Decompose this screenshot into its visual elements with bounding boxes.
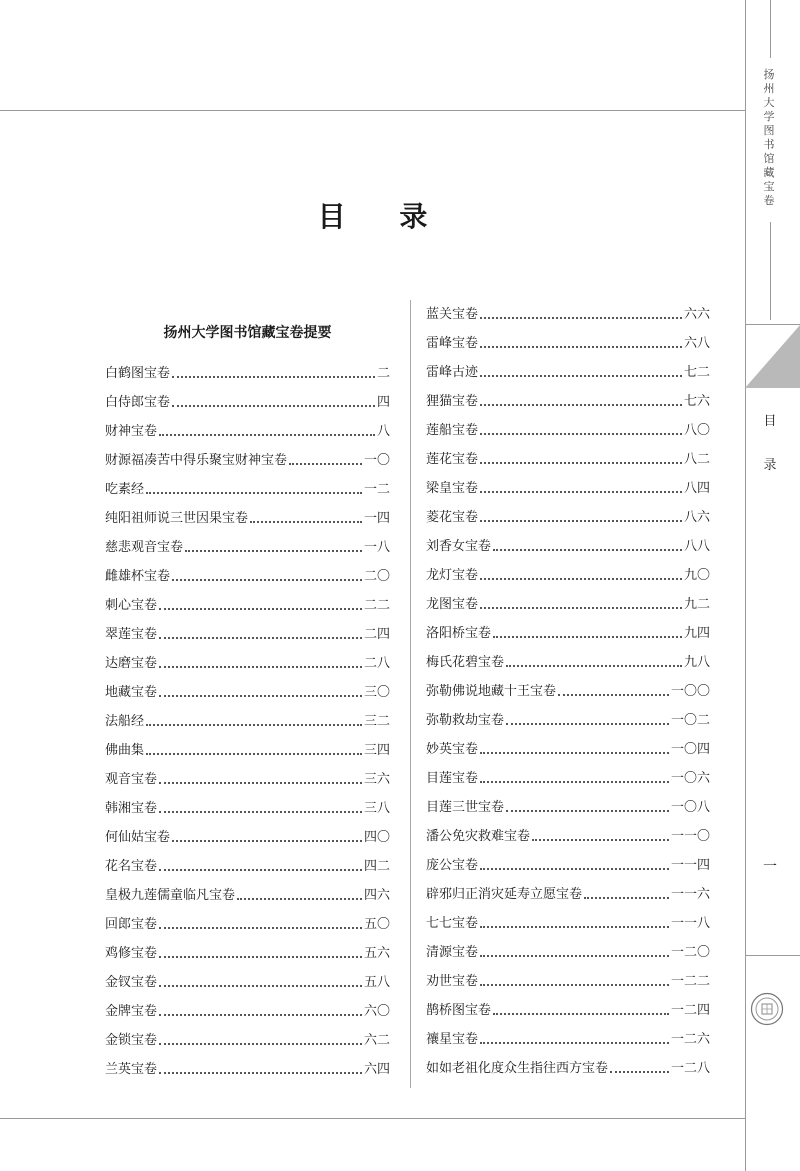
toc-left-column xyxy=(105,359,390,1084)
toc-entry-title: 雌雄杯宝卷 xyxy=(105,569,171,584)
toc-entry-page: 八六 xyxy=(683,510,710,525)
toc-entry-title: 观音宝卷 xyxy=(105,772,158,787)
dot-leader xyxy=(506,723,669,725)
toc-entry-title: 潘公免灾救难宝卷 xyxy=(426,829,531,844)
dot-leader xyxy=(493,1013,669,1015)
toc-entry-page: 九四 xyxy=(683,626,710,641)
toc-entry-page: 三〇 xyxy=(363,685,390,700)
dot-leader xyxy=(480,607,682,609)
dot-leader xyxy=(480,317,682,319)
dot-leader xyxy=(493,549,682,551)
toc-entry-page: 一八 xyxy=(363,540,390,555)
dot-leader xyxy=(480,346,682,348)
dot-leader xyxy=(480,926,669,928)
dot-leader xyxy=(480,433,682,435)
toc-entry[interactable] xyxy=(426,648,710,677)
toc-entry-title: 龙灯宝卷 xyxy=(426,568,479,583)
toc-entry-page: 四二 xyxy=(363,859,390,874)
toc-entry-title: 佛曲集 xyxy=(105,743,145,758)
dot-leader xyxy=(237,898,362,900)
toc-entry[interactable] xyxy=(426,1054,710,1083)
dot-leader xyxy=(159,811,362,813)
toc-entry-title: 菱花宝卷 xyxy=(426,510,479,525)
toc-entry-title: 洛阳桥宝卷 xyxy=(426,626,492,641)
dot-leader xyxy=(506,665,682,667)
dot-leader xyxy=(480,375,682,377)
toc-entry[interactable] xyxy=(426,822,710,851)
toc-entry-title: 何仙姑宝卷 xyxy=(105,830,171,845)
toc-entry[interactable] xyxy=(426,793,710,822)
dot-leader xyxy=(146,753,362,755)
toc-entry-page: 六八 xyxy=(683,336,710,351)
toc-entry-page: 五八 xyxy=(363,975,390,990)
toc-entry[interactable] xyxy=(105,504,390,533)
toc-entry-page: 二 xyxy=(376,366,390,381)
dot-leader xyxy=(532,839,669,841)
toc-entry[interactable] xyxy=(105,359,390,388)
toc-entry[interactable] xyxy=(105,533,390,562)
toc-entry[interactable] xyxy=(105,707,390,736)
dot-leader xyxy=(480,491,682,493)
toc-entry-page: 一二四 xyxy=(670,1003,710,1018)
toc-entry-title: 梅氏花碧宝卷 xyxy=(426,655,505,670)
toc-entry-title: 梁皇宝卷 xyxy=(426,481,479,496)
toc-entry-title: 雷峰古迹 xyxy=(426,365,479,380)
dot-leader xyxy=(610,1071,669,1073)
dot-leader xyxy=(480,462,682,464)
toc-entry-title: 龙图宝卷 xyxy=(426,597,479,612)
toc-entry-title: 吃素经 xyxy=(105,482,145,497)
toc-entry-page: 八〇 xyxy=(683,423,710,438)
toc-entry-page: 二〇 xyxy=(363,569,390,584)
toc-entry-title: 皇极九莲儒童临凡宝卷 xyxy=(105,888,236,903)
toc-entry-page: 一〇二 xyxy=(670,713,710,728)
toc-entry-page: 四六 xyxy=(363,888,390,903)
toc-entry[interactable] xyxy=(105,794,390,823)
toc-entry-page: 一二八 xyxy=(670,1061,710,1076)
toc-entry[interactable] xyxy=(105,910,390,939)
toc-entry-title: 达磨宝卷 xyxy=(105,656,158,671)
toc-entry-page: 五六 xyxy=(363,946,390,961)
toc-entry-title: 花名宝卷 xyxy=(105,859,158,874)
dot-leader xyxy=(159,985,362,987)
toc-entry[interactable] xyxy=(426,851,710,880)
toc-entry[interactable] xyxy=(426,996,710,1025)
toc-entry[interactable] xyxy=(105,475,390,504)
toc-entry-title: 刺心宝卷 xyxy=(105,598,158,613)
toc-entry-title: 兰英宝卷 xyxy=(105,1062,158,1077)
dot-leader xyxy=(159,869,362,871)
toc-entry[interactable] xyxy=(426,677,710,706)
toc-entry-title: 白侍郎宝卷 xyxy=(105,395,171,410)
toc-entry[interactable] xyxy=(105,417,390,446)
side-rule-middle xyxy=(770,222,771,320)
dot-leader xyxy=(159,695,362,697)
toc-entry[interactable] xyxy=(426,735,710,764)
dot-leader xyxy=(159,782,362,784)
dot-leader xyxy=(480,578,682,580)
toc-entry-title: 辟邪归正消灾延寿立愿宝卷 xyxy=(426,887,583,902)
toc-entry-title: 鹊桥图宝卷 xyxy=(426,1003,492,1018)
toc-entry-page: 一〇八 xyxy=(670,800,710,815)
toc-entry[interactable] xyxy=(426,764,710,793)
toc-entry[interactable] xyxy=(426,358,710,387)
dot-leader xyxy=(159,666,362,668)
toc-entry-title: 弥勒救劫宝卷 xyxy=(426,713,505,728)
top-rule xyxy=(0,110,745,111)
dot-leader xyxy=(146,724,362,726)
toc-entry[interactable] xyxy=(426,416,710,445)
toc-entry[interactable] xyxy=(105,678,390,707)
column-divider xyxy=(410,300,411,1088)
page-number: 一 xyxy=(763,859,777,875)
toc-entry-page: 八二 xyxy=(683,452,710,467)
toc-entry[interactable] xyxy=(426,329,710,358)
dot-leader xyxy=(159,1043,362,1045)
side-rule-tab-top xyxy=(745,324,800,325)
toc-entry-title: 莲船宝卷 xyxy=(426,423,479,438)
toc-entry-title: 财神宝卷 xyxy=(105,424,158,439)
dot-leader xyxy=(506,810,669,812)
toc-entry-title: 财源福凑苦中得乐聚宝财神宝卷 xyxy=(105,453,288,468)
toc-entry[interactable] xyxy=(426,532,710,561)
toc-entry[interactable] xyxy=(426,880,710,909)
dot-leader xyxy=(480,781,669,783)
dot-leader xyxy=(159,1072,362,1074)
dot-leader xyxy=(172,405,375,407)
dot-leader xyxy=(159,637,362,639)
dot-leader xyxy=(480,955,669,957)
toc-entry-title: 金锁宝卷 xyxy=(105,1033,158,1048)
toc-entry-title: 韩湘宝卷 xyxy=(105,801,158,816)
toc-entry-page: 一二六 xyxy=(670,1032,710,1047)
toc-entry-title: 妙英宝卷 xyxy=(426,742,479,757)
toc-entry[interactable] xyxy=(105,591,390,620)
dot-leader xyxy=(584,897,669,899)
toc-entry[interactable] xyxy=(105,562,390,591)
toc-entry-title: 回郎宝卷 xyxy=(105,917,158,932)
toc-entry[interactable] xyxy=(105,1055,390,1084)
dot-leader xyxy=(480,868,669,870)
toc-entry-page: 四 xyxy=(376,395,390,410)
toc-entry[interactable] xyxy=(426,590,710,619)
toc-entry[interactable] xyxy=(105,736,390,765)
dot-leader xyxy=(289,463,362,465)
dot-leader xyxy=(146,492,362,494)
toc-entry-page: 二四 xyxy=(363,627,390,642)
dot-leader xyxy=(480,404,682,406)
toc-entry-page: 三八 xyxy=(363,801,390,816)
toc-entry[interactable] xyxy=(105,881,390,910)
dot-leader xyxy=(172,376,375,378)
toc-entry-title: 目莲三世宝卷 xyxy=(426,800,505,815)
circular-seal-icon xyxy=(750,992,784,1026)
side-rule-top xyxy=(770,0,771,58)
toc-entry-page: 八四 xyxy=(683,481,710,496)
toc-entry-title: 金牌宝卷 xyxy=(105,1004,158,1019)
toc-entry[interactable] xyxy=(426,474,710,503)
side-book-title: 扬州大学图书馆藏宝卷 xyxy=(763,68,775,207)
toc-entry-page: 七二 xyxy=(683,365,710,380)
toc-entry-title: 白鹤图宝卷 xyxy=(105,366,171,381)
toc-entry-title: 法船经 xyxy=(105,714,145,729)
toc-entry[interactable] xyxy=(105,446,390,475)
dot-leader xyxy=(159,927,362,929)
toc-entry[interactable] xyxy=(105,649,390,678)
toc-entry-page: 一四 xyxy=(363,511,390,526)
toc-entry[interactable] xyxy=(105,852,390,881)
toc-entry-page: 三六 xyxy=(363,772,390,787)
toc-entry-title: 劝世宝卷 xyxy=(426,974,479,989)
section-heading: 扬州大学图书馆藏宝卷提要 xyxy=(163,325,332,341)
dot-leader xyxy=(250,521,362,523)
toc-entry-title: 蓝关宝卷 xyxy=(426,307,479,322)
dot-leader xyxy=(493,636,682,638)
page-title: 目 录 xyxy=(317,200,450,233)
toc-entry-title: 金钗宝卷 xyxy=(105,975,158,990)
toc-entry[interactable] xyxy=(426,967,710,996)
toc-entry-page: 七六 xyxy=(683,394,710,409)
toc-entry-title: 清源宝卷 xyxy=(426,945,479,960)
toc-entry-page: 二二 xyxy=(363,598,390,613)
dot-leader xyxy=(159,434,375,436)
toc-entry[interactable] xyxy=(105,1026,390,1055)
toc-entry-page: 六二 xyxy=(363,1033,390,1048)
toc-entry-title: 莲花宝卷 xyxy=(426,452,479,467)
toc-entry-page: 一〇〇 xyxy=(670,684,710,699)
section-tab xyxy=(745,325,800,388)
toc-entry[interactable] xyxy=(105,620,390,649)
toc-entry[interactable] xyxy=(426,503,710,532)
toc-entry-page: 二八 xyxy=(363,656,390,671)
dot-leader xyxy=(172,840,362,842)
toc-entry-title: 鸡修宝卷 xyxy=(105,946,158,961)
toc-entry-page: 一二二 xyxy=(670,974,710,989)
toc-entry-title: 七七宝卷 xyxy=(426,916,479,931)
toc-entry-title: 庞公宝卷 xyxy=(426,858,479,873)
toc-entry-page: 三四 xyxy=(363,743,390,758)
toc-entry[interactable] xyxy=(426,561,710,590)
toc-entry[interactable] xyxy=(426,445,710,474)
toc-entry-page: 九八 xyxy=(683,655,710,670)
toc-entry[interactable] xyxy=(105,968,390,997)
dot-leader xyxy=(480,752,669,754)
margin-rule xyxy=(745,0,746,1171)
toc-entry-page: 一〇六 xyxy=(670,771,710,786)
toc-entry-page: 八八 xyxy=(683,539,710,554)
side-rule-lower xyxy=(745,955,800,956)
toc-entry-title: 狸猫宝卷 xyxy=(426,394,479,409)
toc-entry-title: 如如老祖化度众生指往西方宝卷 xyxy=(426,1061,609,1076)
toc-entry-page: 八 xyxy=(376,424,390,439)
toc-entry-page: 一一四 xyxy=(670,858,710,873)
toc-entry-title: 纯阳祖师说三世因果宝卷 xyxy=(105,511,249,526)
toc-entry-title: 目莲宝卷 xyxy=(426,771,479,786)
toc-entry-title: 翠莲宝卷 xyxy=(105,627,158,642)
toc-entry[interactable] xyxy=(105,765,390,794)
dot-leader xyxy=(185,550,362,552)
toc-entry-title: 禳星宝卷 xyxy=(426,1032,479,1047)
toc-entry[interactable] xyxy=(426,619,710,648)
toc-entry-title: 刘香女宝卷 xyxy=(426,539,492,554)
toc-entry[interactable] xyxy=(105,997,390,1026)
dot-leader xyxy=(480,520,682,522)
toc-entry-page: 一〇四 xyxy=(670,742,710,757)
toc-entry-page: 九〇 xyxy=(683,568,710,583)
toc-entry[interactable] xyxy=(426,938,710,967)
dot-leader xyxy=(159,608,362,610)
dot-leader xyxy=(172,579,362,581)
toc-entry[interactable] xyxy=(426,1025,710,1054)
toc-right-column xyxy=(426,300,710,1083)
toc-entry-page: 六六 xyxy=(683,307,710,322)
toc-entry-page: 五〇 xyxy=(363,917,390,932)
dot-leader xyxy=(480,1042,669,1044)
side-section-label: 目录 xyxy=(763,414,777,473)
dot-leader xyxy=(159,1014,362,1016)
toc-entry-page: 一二 xyxy=(363,482,390,497)
toc-entry-page: 六〇 xyxy=(363,1004,390,1019)
toc-entry-page: 四〇 xyxy=(363,830,390,845)
bottom-rule xyxy=(0,1118,745,1119)
toc-entry-page: 六四 xyxy=(363,1062,390,1077)
toc-entry-page: 一一八 xyxy=(670,916,710,931)
toc-entry-page: 一一〇 xyxy=(670,829,710,844)
dot-leader xyxy=(558,694,669,696)
toc-entry-page: 一一六 xyxy=(670,887,710,902)
dot-leader xyxy=(480,984,669,986)
toc-entry[interactable] xyxy=(426,387,710,416)
toc-entry-page: 一二〇 xyxy=(670,945,710,960)
toc-entry-title: 慈悲观音宝卷 xyxy=(105,540,184,555)
toc-entry[interactable] xyxy=(105,939,390,968)
toc-entry-title: 弥勒佛说地藏十王宝卷 xyxy=(426,684,557,699)
dot-leader xyxy=(159,956,362,958)
toc-entry[interactable] xyxy=(426,909,710,938)
toc-entry-page: 一〇 xyxy=(363,453,390,468)
toc-entry[interactable] xyxy=(426,300,710,329)
toc-entry[interactable] xyxy=(105,823,390,852)
toc-entry-title: 地藏宝卷 xyxy=(105,685,158,700)
toc-entry-page: 九二 xyxy=(683,597,710,612)
toc-entry-title: 雷峰宝卷 xyxy=(426,336,479,351)
toc-entry-page: 三二 xyxy=(363,714,390,729)
toc-entry[interactable] xyxy=(105,388,390,417)
toc-entry[interactable] xyxy=(426,706,710,735)
